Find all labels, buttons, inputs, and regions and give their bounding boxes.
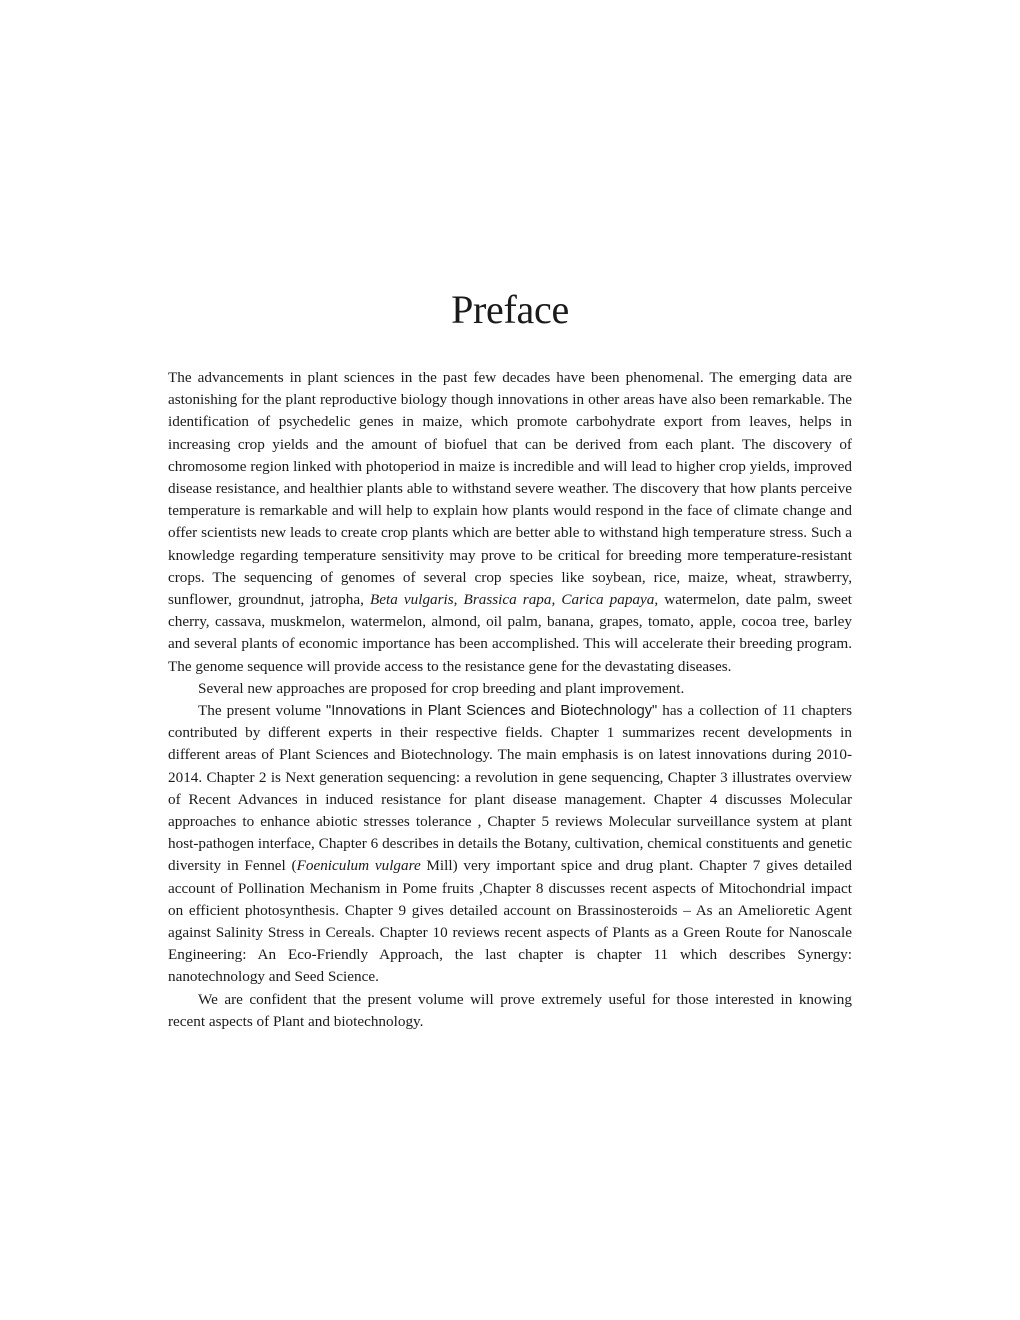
paragraph-3-text-a: The present volume — [198, 702, 327, 720]
paragraph-3-text-c: Mill) very important spice and drug plant. Chapter 7 gives detailed account of Pollination Mechanism in Pome fruits ,Chapter 8 discusses recent aspects of Mitochondrial impact on efficient photosynthesis. Chapter 9 gives detailed account on Brassinosteroids – As an Amelioretic Agent against Salinity Stress in Cereals. Chapter 10 reviews recent aspects of Plants as a Green Route for Nanoscale Engineering: An Eco-Friendly Approach, the last chapter is chapter 11 which describes Synergy: nanotechnology and Seed Science. — [168, 857, 852, 986]
paragraph-2: Several new approaches are proposed for crop breeding and plant improvement. — [198, 679, 685, 697]
paragraph-1 — [168, 367, 852, 678]
paragraph-1-species-italic: Beta vulgaris, Brassica rapa, Carica papaya — [369, 591, 655, 609]
paragraph-3 — [168, 700, 852, 989]
paragraph-3-text-b: has a collection of 11 chapters contributed by different experts in their respective fields. Chapter 1 summarizes recent developments in different areas of Plant Sciences and Biotechnology. The main emphasis is on latest innovations during 2010-2014. Chapter 2 is Next generation sequencing: a revolution in gene sequencing, Chapter 3 illustrates overview of Recent Advances in induced resistance for plant disease management. Chapter 4 discusses Molecular approaches to enhance abiotic stresses tolerance , Chapter 5 reviews Molecular surveillance system at plant host-pathogen interface, Chapter 6 describes in details the Botany, cultivation, chemical constituents and genetic diversity in Fennel ( — [168, 702, 852, 875]
book-title: "Innovations in Plant Sciences and Biotechnology" — [326, 703, 658, 720]
paragraph-4: We are confident that the present volume will prove extremely useful for those interested in knowing recent aspects of Plant and biotechnology. — [168, 990, 852, 1030]
paragraph-1-text-a: The advancements in plant sciences in the past few decades have been phenomenal. The emerging data are astonishing for the plant reproductive biology though innovations in other areas have also been remarkable. The identification of psychedelic genes in maize, which promote carbohydrate export from leaves, helps in increasing crop yields and the amount of biofuel that can be derived from each plant. The discovery of chromosome region linked with photoperiod in maize is incredible and will lead to higher crop yields, improved disease resistance, and healthier plants able to withstand severe weather. The discovery that how plants perceive temperature is remarkable and will help to explain how plants would respond in the face of climate change and offer scientists new leads to create crop plants which are better able to withstand high temperature stress. Such a knowledge regarding temperature sensitivity may prove to be critical for breeding more temperature-resistant crops. The sequencing of genomes of several crop species like soybean, rice, maize, wheat, strawberry, sunflower, groundnut, jatropha, — [168, 369, 852, 609]
paragraph-3-species-italic: Foeniculum vulgare — [296, 857, 421, 875]
paragraph-1-text-b: , watermelon, date palm, sweet cherry, cassava, muskmelon, watermelon, almond, oil palm, banana, grapes, tomato, apple, cocoa tree, barley and several plants of economic importance has been accomplished. This will accelerate their breeding program. The genome sequence will provide access to the resistance gene for the devastating diseases. — [168, 591, 852, 675]
preface-body — [168, 367, 852, 1033]
page-title: Preface — [451, 287, 569, 332]
